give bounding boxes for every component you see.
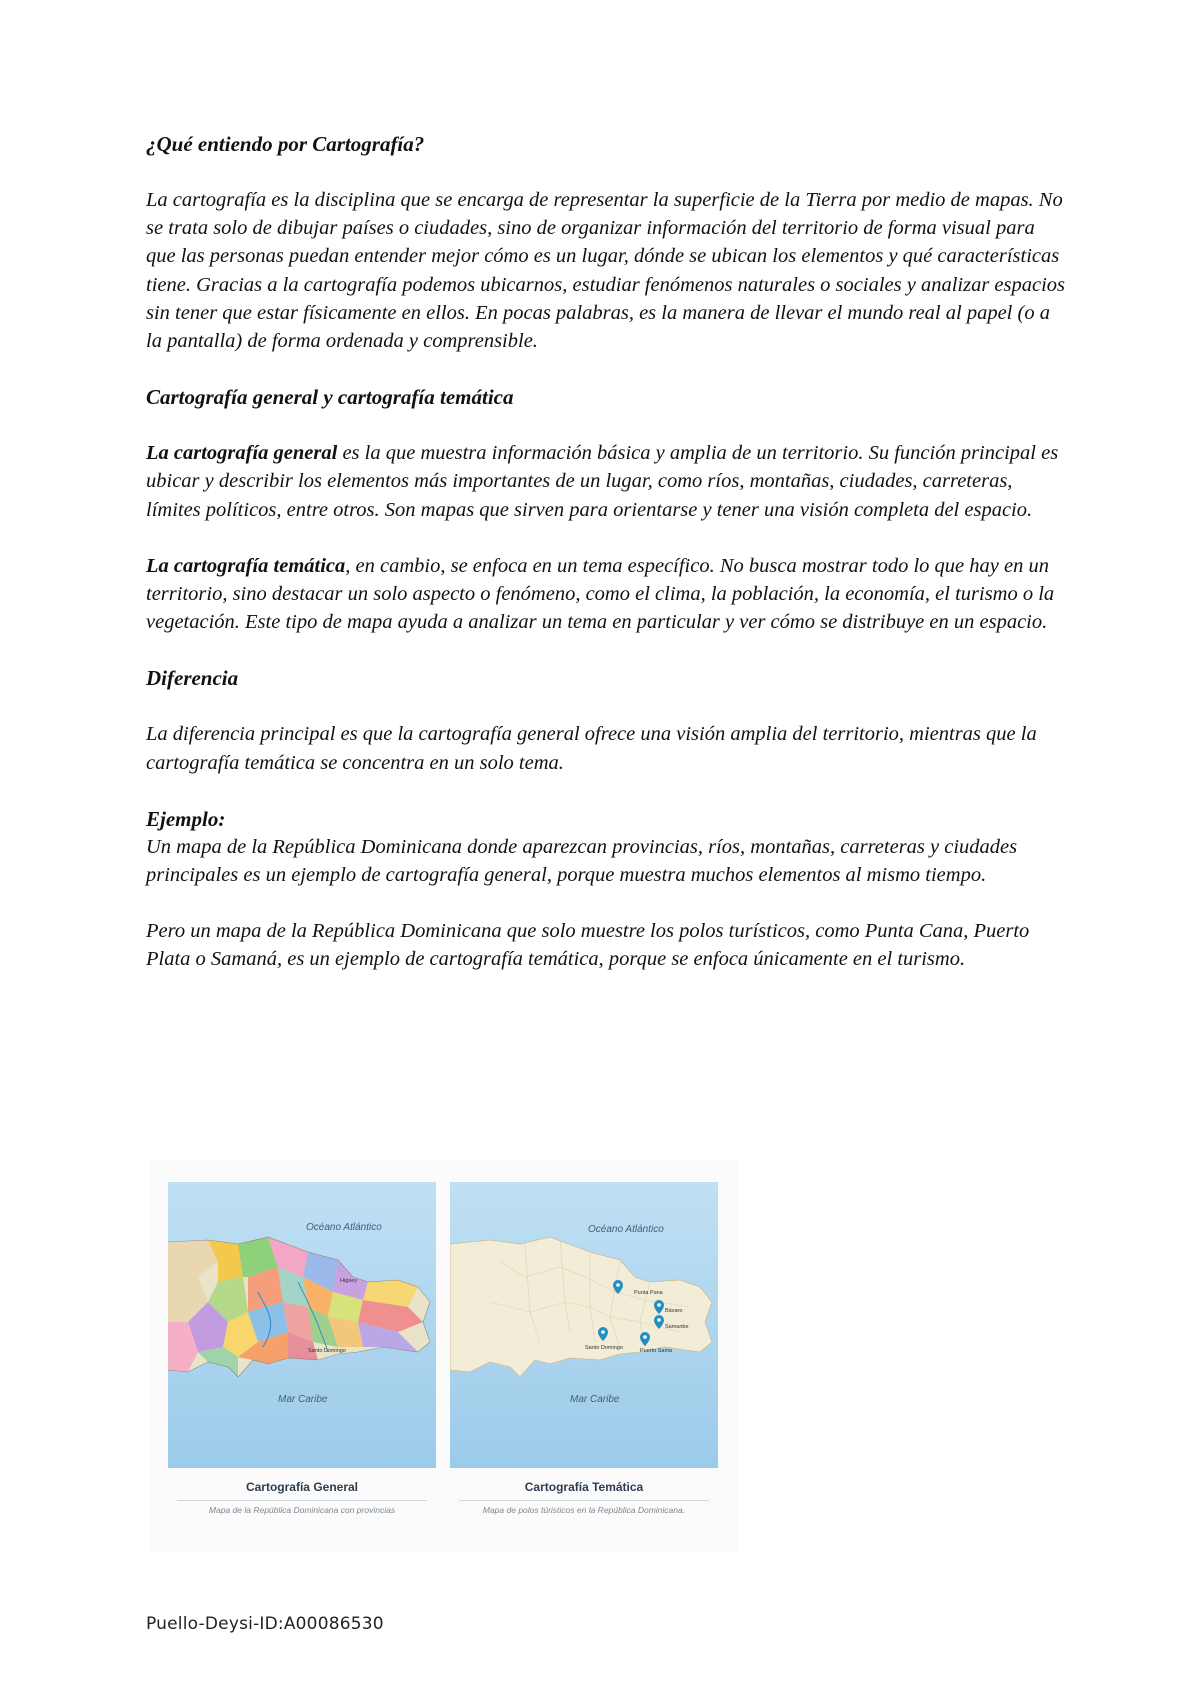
poi-label-santo-domingo: Santo Domingo xyxy=(585,1345,623,1351)
sea-label-thematic: Mar Caribe xyxy=(570,1394,620,1405)
general-lead: La cartografía general xyxy=(146,442,338,465)
sea-label-general: Mar Caribe xyxy=(278,1394,328,1405)
city-label-santo-domingo: Santo Domingo xyxy=(308,1348,346,1354)
poi-label-punta-pana: Punta Pana xyxy=(634,1290,663,1296)
caption-sub-thematic: Mapa de polos túristicos en la República Dominicana. xyxy=(482,1505,686,1515)
ocean-label-general: Océano Atlántico xyxy=(306,1222,382,1233)
caption-title-general: Cartografía General xyxy=(245,1480,359,1494)
types-heading: Cartografía general y cartografía temática xyxy=(146,385,514,410)
poi-label-samanbe: Samanbe xyxy=(665,1324,689,1330)
difference-heading: Diferencia xyxy=(146,666,239,691)
city-label-higuey: Higüey xyxy=(340,1278,358,1284)
ocean-label-thematic: Océano Atlántico xyxy=(588,1224,664,1235)
intro-paragraph: La cartografía es la disciplina que se encarga de representar la superficie de la Tierra por medio de mapas. No se trata solo de dibujar países o ciudades, sino de organizar información del territorio de forma visual para que las personas puedan entender mejor cómo es un lugar, dónde se ubican los elementos y qué características tiene. Gracias a la cartografía podemos ubicarnos, estudiar fenómenos naturales o sociales y analizar espacios sin tener que estar físicamente en ellos. En pocas palabras, es la manera de llevar el mundo real al papel (o a la pantalla) de forma ordenada y comprensible. xyxy=(146,189,1066,353)
caption-divider-thematic xyxy=(459,1500,709,1501)
thematic-lead: La cartografía temática xyxy=(146,554,346,577)
poi-label-bavaro: Bávaro xyxy=(665,1308,683,1314)
footer-author-id: Puello-Deysi-ID:A00086530 xyxy=(146,1614,384,1634)
map-comparison-figure xyxy=(150,1160,738,1552)
title-heading: ¿Qué entiendo por Cartografía? xyxy=(146,132,425,156)
poi-label-puerto-sama: Puerto Sama xyxy=(640,1348,673,1354)
general-map xyxy=(168,1182,436,1468)
example-paragraph-2: Pero un mapa de la República Dominicana que solo muestre los polos turísticos, como Punta Cana, Puerto Plata o Samaná, es un ejemplo de cartografía temática, porque se enfoca únicamente en el turismo. xyxy=(146,920,1030,971)
document-body xyxy=(146,130,1066,974)
difference-paragraph: La diferencia principal es que la cartografía general ofrece una visión amplia del territorio, mientras que la cartografía temática se concentra en un solo tema. xyxy=(146,723,1037,774)
general-text: es la que muestra información básica y amplia de un territorio. Su función principal es ubicar y describir los elementos más importantes de un lugar, como ríos, montañas, ciudades, carreteras, límites políticos, entre otros. Son mapas que sirven para orientarse y tener una visión completa del espacio. xyxy=(146,442,1059,521)
example-paragraph-1: Un mapa de la República Dominicana donde aparezcan provincias, ríos, montañas, carreteras y ciudades principales es un ejemplo de cartografía general, porque muestra muchos elementos al mismo tiempo. xyxy=(146,835,1018,887)
general-paragraph xyxy=(146,439,1066,524)
example-heading: Ejemplo: xyxy=(146,806,226,831)
caption-sub-general: Mapa de la República Dominicana con provincias xyxy=(208,1505,396,1515)
thematic-map xyxy=(450,1182,718,1468)
thematic-text: , en cambio, se enfoca en un tema específico. No busca mostrar todo lo que hay en un territorio, sino destacar un solo aspecto o fenómeno, como el clima, la población, la economía, el turismo o la vegetación. Este tipo de mapa ayuda a analizar un tema en particular y ver cómo se distribuye en un espacio. xyxy=(146,554,1055,634)
thematic-paragraph xyxy=(146,552,1066,637)
caption-divider-general xyxy=(177,1500,427,1501)
caption-title-thematic: Cartografía Temática xyxy=(524,1480,644,1494)
